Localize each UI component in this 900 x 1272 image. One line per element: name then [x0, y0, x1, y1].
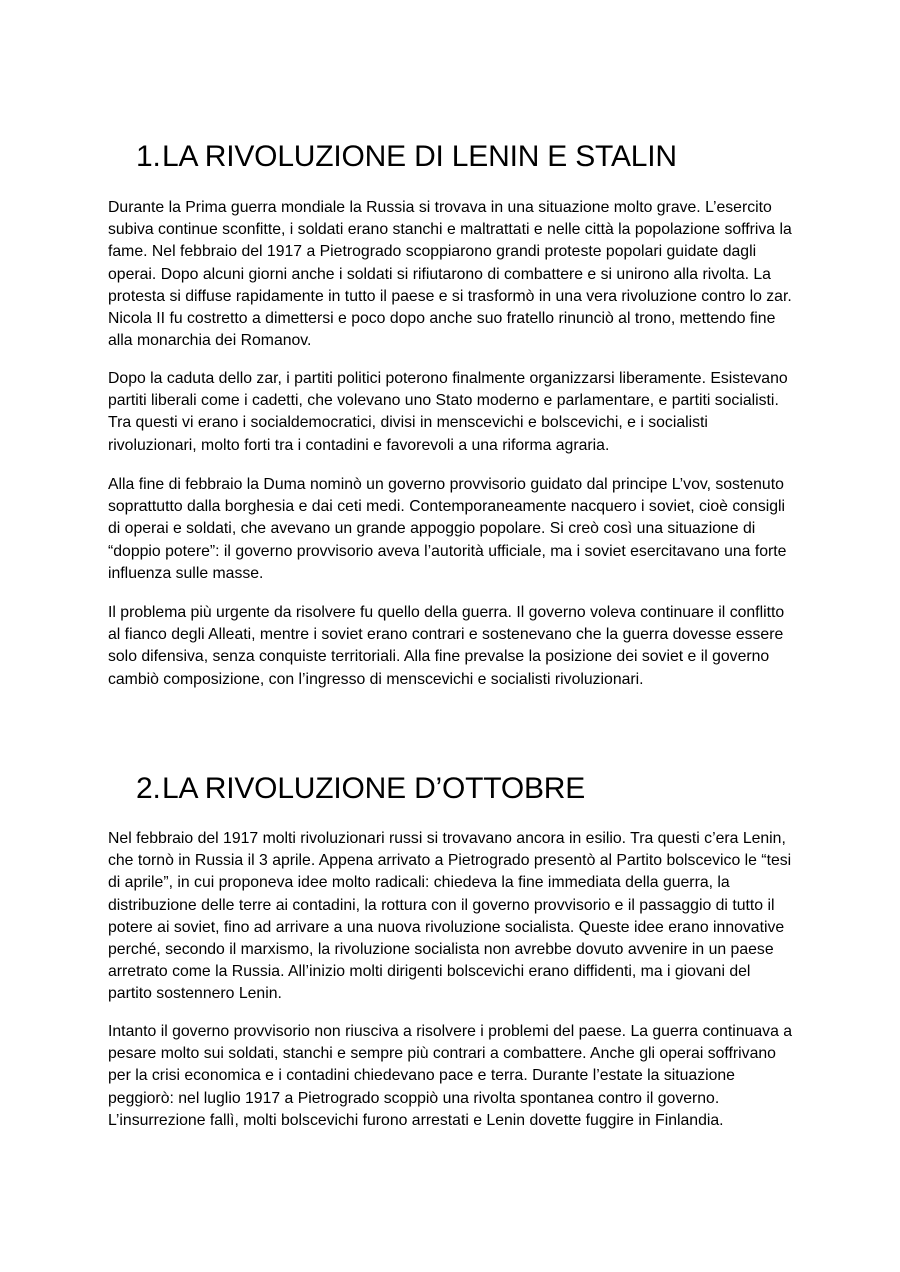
section-1-heading: [136, 139, 677, 175]
section-2-paragraph-1: Nel febbraio del 1917 molti rivoluzionari russi si trovavano ancora in esilio. Tra questi c’era Lenin, che tornò in Russia il 3 aprile. Appena arrivato a Pietrogrado presentò al Partito bolscevico le “tesi di aprile”, in cui proponeva idee molto radicali: chiedeva la fine immediata della guerra, la distribuzione delle terre ai contadini, la rottura con il governo provvisorio e il passaggio di tutto il potere ai soviet, fino ad arrivare a una nuova rivoluzione socialista. Queste idee erano innovative perché, secondo il marxismo, la rivoluzione socialista non avrebbe dovuto avvenire in un paese arretrato come la Russia. All’inizio molti dirigenti bolscevichi erano diffidenti, ma i giovani del partito sostennero Lenin.: [108, 830, 792, 1003]
section-2-title: LA RIVOLUZIONE D’OTTOBRE: [162, 772, 586, 805]
section-2-number: 2.: [136, 772, 161, 805]
section-1-paragraph-4: Il problema più urgente da risolvere fu quello della guerra. Il governo voleva continuare il conflitto al fianco degli Alleati, mentre i soviet erano contrari e sostenevano che la guerra dovesse essere solo difensiva, senza conquiste territoriali. Alla fine prevalse la posizione dei soviet e il governo cambiò composizione, con l’ingresso di menscevichi e socialisti rivoluzionari.: [108, 604, 785, 688]
section-1-paragraph-3: Alla fine di febbraio la Duma nominò un governo provvisorio guidato dal principe L’vov, sostenuto soprattutto dalla borghesia e dai ceti medi. Contemporaneamente nacquero i soviet, cioè consigli di operai e soldati, che avevano un grande appoggio popolare. Si creò così una situazione di “doppio potere”: il governo provvisorio aveva l’autorità ufficiale, ma i soviet esercitavano una forte influenza sulle masse.: [108, 476, 787, 582]
section-2-paragraph-2: Intanto il governo provvisorio non riusciva a risolvere i problemi del paese. La guerra continuava a pesare molto sui soldati, stanchi e sempre più contrari a combattere. Anche gli operai soffrivano per la crisi economica e i contadini chiedevano pace e terra. Durante l’estate la situazione peggiorò: nel luglio 1917 a Pietrogrado scoppiò una rivolta spontanea contro il governo. L’insurrezione fallì, molti bolscevichi furono arrestati e Lenin dovette fuggire in Finlandia.: [108, 1023, 793, 1129]
section-1-title: LA RIVOLUZIONE DI LENIN E STALIN: [162, 140, 677, 173]
section-1-number: 1.: [136, 140, 161, 173]
section-1-paragraph-2: Dopo la caduta dello zar, i partiti politici poterono finalmente organizzarsi liberamente. Esistevano partiti liberali come i cadetti, che volevano uno Stato moderno e parlamentare, e partiti socialisti. Tra questi vi erano i socialdemocratici, divisi in menscevichi e bolscevichi, e i socialisti rivoluzionari, molto forti tra i contadini e favorevoli a una riforma agraria.: [108, 370, 788, 454]
section-2-heading: [136, 771, 585, 807]
section-1-paragraph-1: Durante la Prima guerra mondiale la Russia si trovava in una situazione molto grave. L’esercito subiva continue sconfitte, i soldati erano stanchi e maltrattati e nelle città la popolazione soffriva la fame. Nel febbraio del 1917 a Pietrogrado scoppiarono grandi proteste popolari guidate dagli operai. Dopo alcuni giorni anche i soldati si rifiutarono di combattere e si unirono alla rivolta. La protesta si diffuse rapidamente in tutto il paese e si trasformò in una vera rivoluzione contro lo zar. Nicola II fu costretto a dimettersi e poco dopo anche suo fratello rinunciò al trono, mettendo fine alla monarchia dei Romanov.: [108, 199, 792, 350]
